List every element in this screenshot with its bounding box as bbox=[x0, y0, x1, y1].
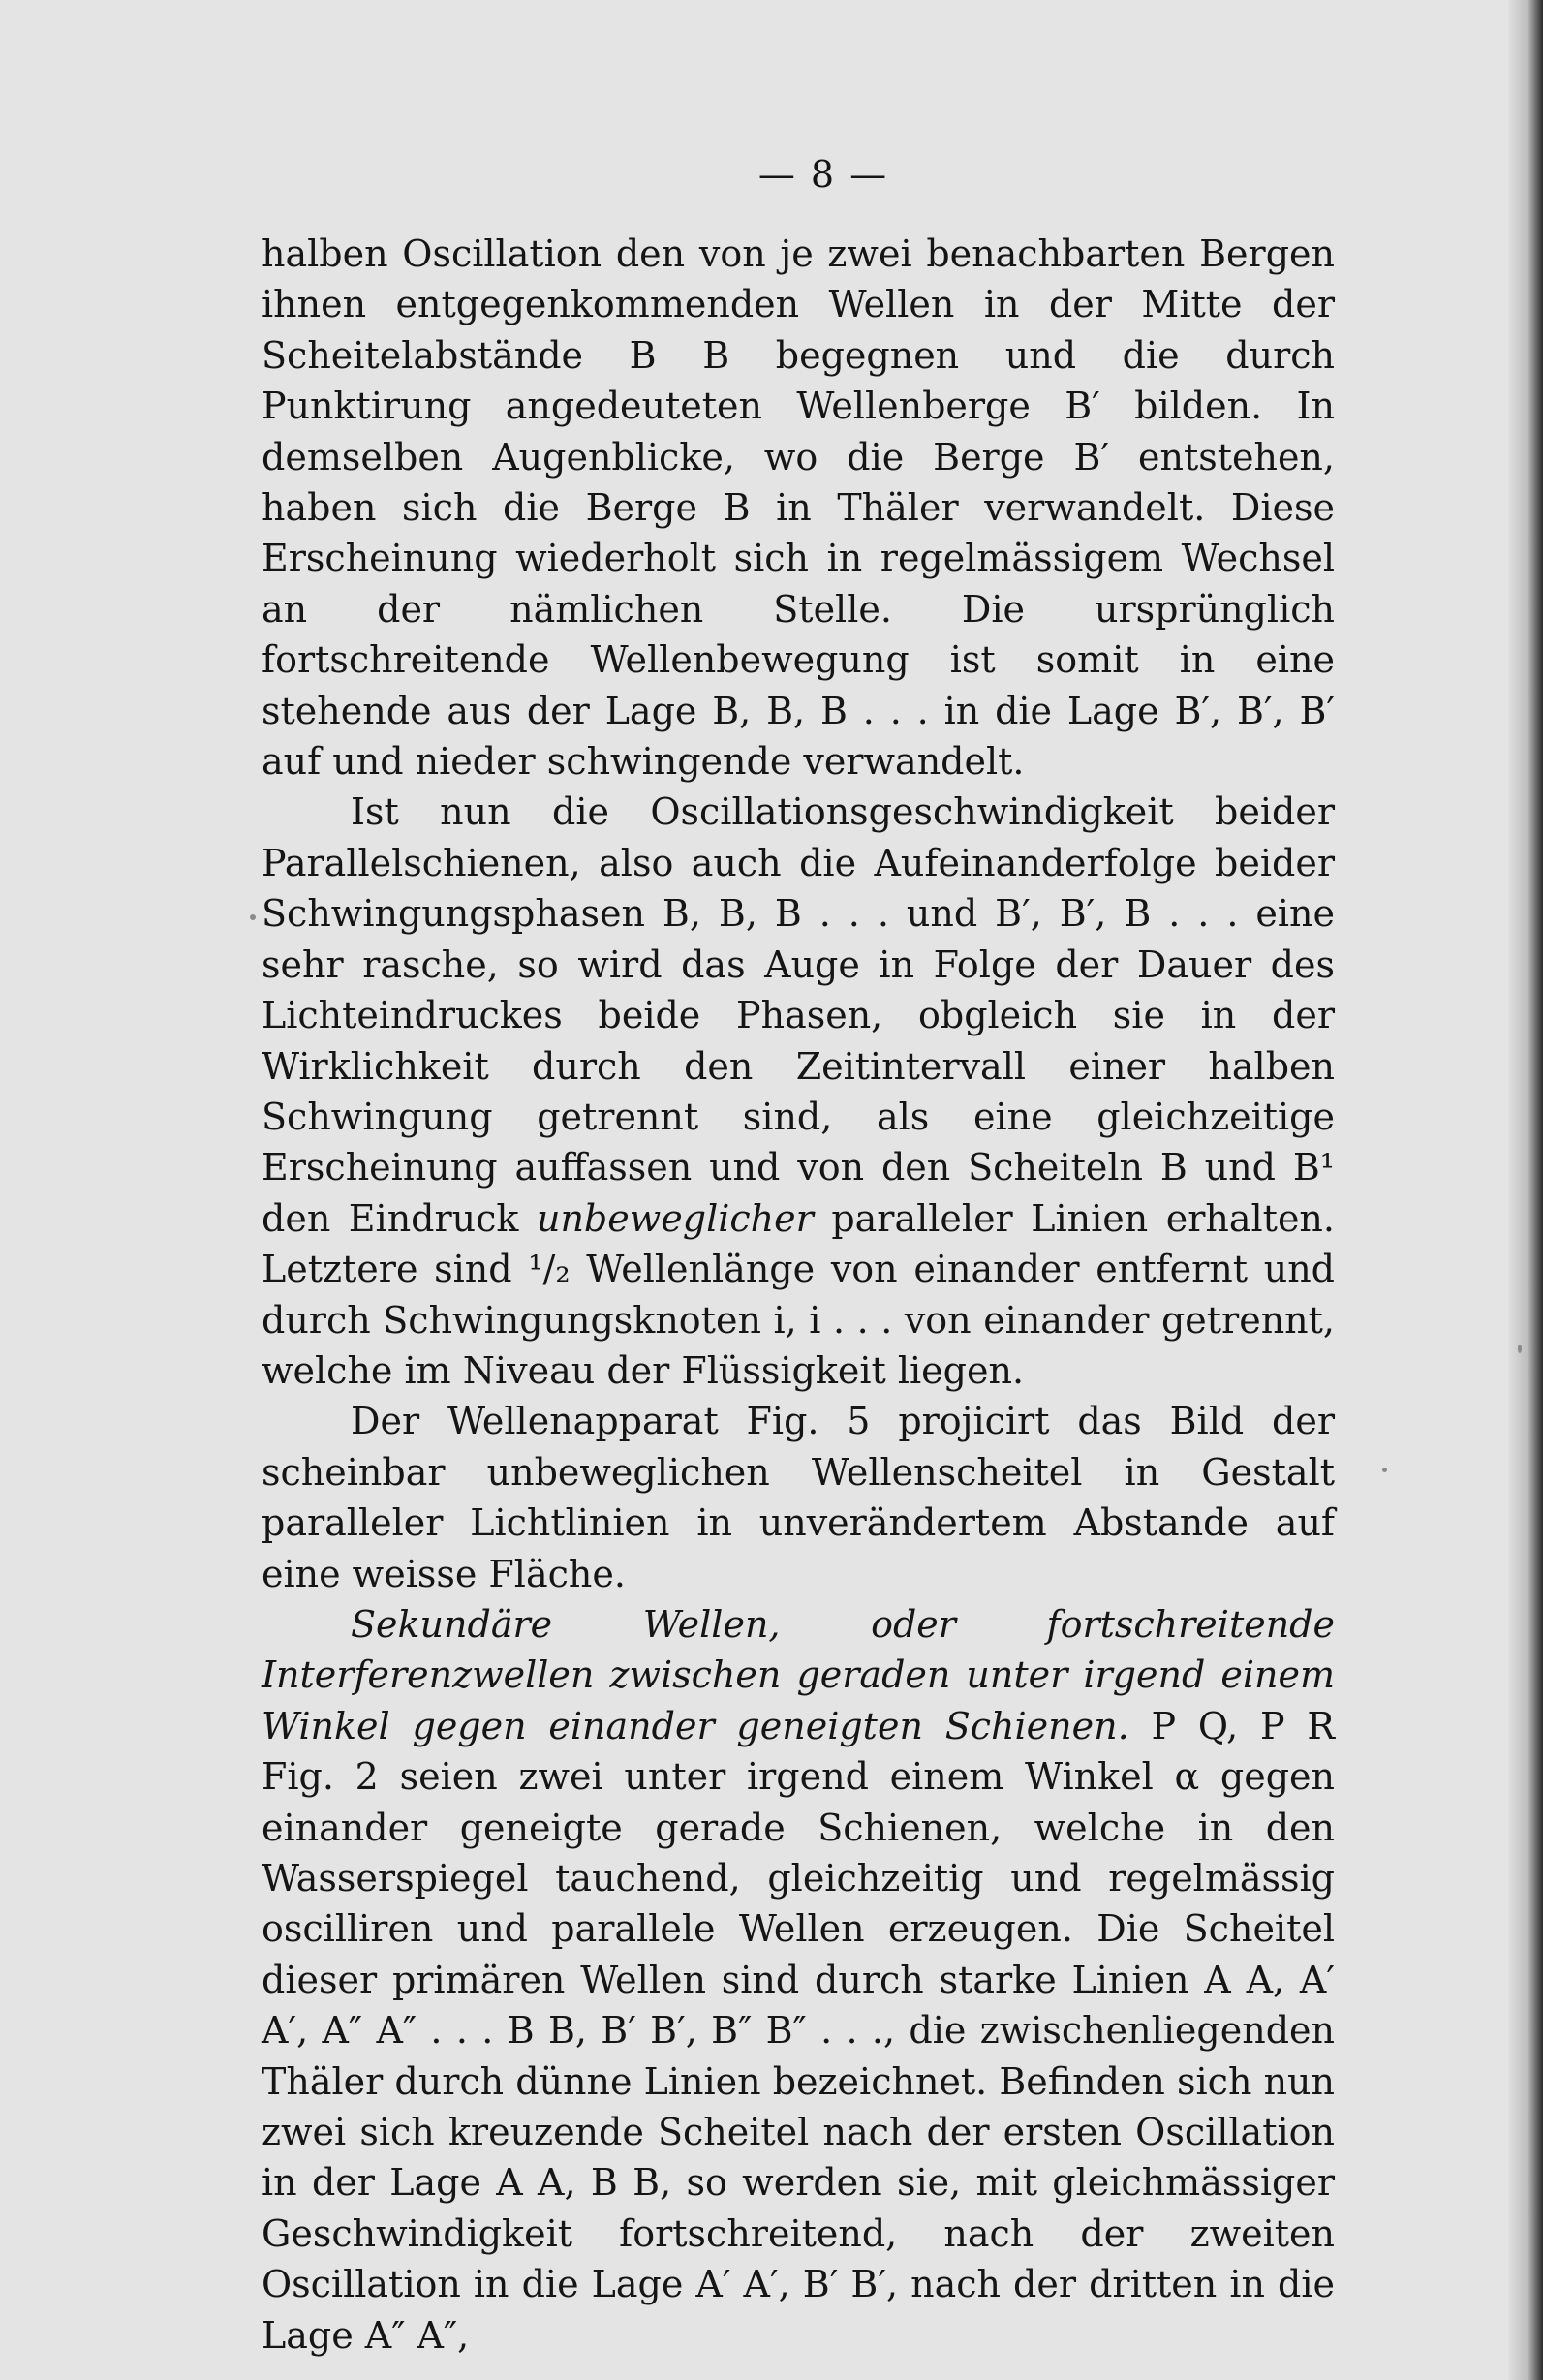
body-text bbox=[262, 229, 1335, 2361]
section-body: P Q, P R Fig. 2 seien zwei unter irgend einem Winkel α gegen einander geneigte gerade Schienen, welche in den Wasserspiegel tauchend, gleichzeitig und regelmässig oscilliren und parallele Wellen erzeugen. Die Scheitel dieser primären Wellen sind durch starke Linien A A, A′ A′, A″ A″ . . . B B, B′ B′, B″ B″ . . ., die zwischenliegenden Thäler durch dünne Linien bezeichnet. Befinden sich nun zwei sich kreuzende Scheitel nach der ersten Oscillation in der Lage A A, B B, so werden sie, mit gleichmässiger Geschwindigkeit fortschreitend, nach der zweiten Oscillation in die Lage A′ A′, B′ B′, nach der dritten in die Lage A″ A″, bbox=[262, 1704, 1335, 2357]
paper-speck bbox=[250, 914, 256, 920]
paragraph-continuation: halben Oscillation den von je zwei benachbarten Bergen ihnen entgegenkommenden Wellen in der Mitte der Scheitelabstände B B begegnen und die durch Punktirung angedeuteten Wellenberge B′ bilden. In demselben Augenblicke, wo die Berge B′ entstehen, haben sich die Berge B in Thäler verwandelt. Diese Erscheinung wiederholt sich in regelmässigem Wechsel an der nämlichen Stelle. Die ursprünglich fortschreitende Wellenbewegung ist somit in eine stehende aus der Lage B, B, B . . . in die Lage B′, B′, B′ auf und nieder schwingende verwandelt. bbox=[262, 232, 1335, 784]
section-title: Sekundäre Wellen, oder fortschreitende Interferenzwellen zwischen geraden unter irgend einem Winkel gegen einander geneigten Schienen. bbox=[262, 1602, 1335, 1747]
page-number: — 8 — bbox=[757, 153, 889, 196]
paper-speck bbox=[1382, 1468, 1387, 1472]
paragraph-wave-apparatus: Der Wellenapparat Fig. 5 projicirt das Bild der scheinbar unbeweglichen Wellenscheitel in Gestalt paralleler Lichtlinien in unverändertem Abstande auf eine weisse Fläche. bbox=[262, 1400, 1335, 1595]
paragraph-oscillation: Ist nun die Oscillationsgeschwindigkeit beider Parallelschienen, also auch die Aufeinanderfolge beider Schwingungsphasen B, B, B . . . und B′, B′, B . . . eine sehr rasche, so wird das Auge in Folge der Dauer des Lichteindruckes beide Phasen, obgleich sie in der Wirklichkeit durch den Zeitintervall einer halben Schwingung getrennt sind, als eine gleichzeitige Erscheinung auffassen und von den Scheiteln B und B¹ den Eindruck unbeweglicher paralleler Linien erhalten. Letztere sind ¹/₂ Wellenlänge von einander entfernt und durch Schwingungsknoten i, i . . . von einander getrennt, welche im Niveau der Flüssigkeit liegen. bbox=[262, 790, 1335, 1392]
page-edge-shadow bbox=[1508, 0, 1543, 2380]
emphasis-word: unbeweglicher bbox=[536, 1196, 814, 1240]
paragraph-secondary-waves bbox=[262, 1599, 1335, 2361]
paper-speck bbox=[1518, 1345, 1522, 1353]
